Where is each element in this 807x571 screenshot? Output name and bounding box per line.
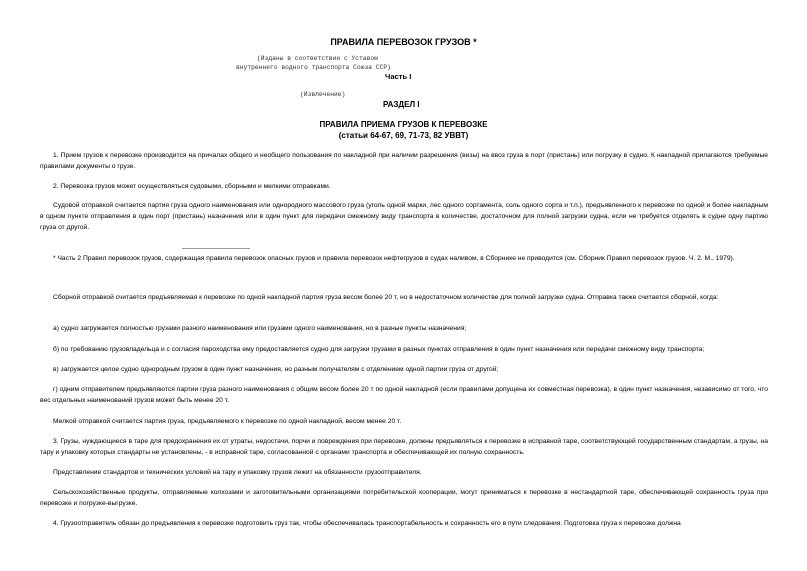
section-label: РАЗДЕЛ I <box>383 100 420 109</box>
paragraph-4: Сборной отправкой считается предъявляемая к перевозке по одной накладной партия груза весом более 20 т, но в недостаточном количестве для полной загрузки судна. Отправка также считается сборной, когда: <box>53 294 719 301</box>
paragraph-5: а) судно загружается полностью грузами разного наименования или грузами одного наименования, но в разные пункты назначения; <box>53 325 467 332</box>
paragraph-11: Представление стандартов и технических условий на тару и упаковку грузов лежит на обязанности грузоотправителя. <box>53 469 422 476</box>
paragraph-12: Сельскохозяйственные продукты, отправляемые колхозами и заготовительными организациями потребительской кооперации, могут приниматься к перевозке в нестандартной таре, обеспечивающей сохранность груза при перевозке и погрузке-выгрузке. <box>40 489 768 507</box>
paragraph-3: Судовой отправкой считается партия груза одного наименования или однородного массового груза (уголь одной марки, лес одного сортамента, соль одного сорта и т.п.), предъявленного к перевозке по одной и более накладным в одном пункте отправления в один порт (пристань) назначения или в один пункт для передачи смежному виду транспорта в количестве, достаточном для полной загрузки судна, если не требуется отделять в судне одну партию груза от другой. <box>40 202 768 231</box>
section-title: ПРАВИЛА ПРИЕМА ГРУЗОВ К ПЕРЕВОЗКЕ <box>319 120 488 129</box>
extract-note: (Извлечение) <box>300 91 346 98</box>
paragraph-10: 3. Грузы, нуждающиеся в таре для предохранения их от утраты, недостачи, порчи и повреждения при перевозке, должны предъявляться к перевозке в исправной таре, соответствующей государственным стандартам, а грузы, на тару и упаковку которых стандарты не установлены, - в исправной таре, согласованной с органами транспорта и обеспечивающей их полную сохранность. <box>40 438 768 456</box>
footnote-divider <box>182 248 250 249</box>
paragraph-7: в) загружается целое судно однородным грузом в один пункт назначения, но разным получателям с отделением одной партии груза от другой; <box>53 366 499 373</box>
articles-reference: (статьи 64-67, 69, 71-73, 82 УВВТ) <box>338 131 469 140</box>
part-label: Часть I <box>385 72 412 81</box>
approval-note-line-1: (Изданы в соответствии с Уставом <box>257 55 378 62</box>
paragraph-2: 2. Перевозка грузов может осуществляться судовыми, сборными и мелкими отправками. <box>53 183 331 190</box>
paragraph-8: г) одним отправителем предъявляются партии груза разного наименования с общим весом более 20 т по одной накладной (если правилами допущена их совместная перевозка), в один пункт назначения, независимо от того, что вес отдельных наименований грузов может быть менее 20 т. <box>40 386 768 404</box>
paragraph-13: 4. Грузоотправитель обязан до предъявления к перевозке подготовить груз так, чтобы обеспечивалась транспортабельность и сохранность его в пути следования. Подготовка груза к перевозке должна <box>53 520 681 527</box>
approval-note-line-2: внутреннего водного транспорта Союза ССР) <box>236 64 391 71</box>
document-title: ПРАВИЛА ПЕРЕВОЗОК ГРУЗОВ * <box>330 37 477 47</box>
paragraph-6: б) по требованию грузовладельца и с согласия пароходства ему предоставляется судно для загрузки грузами в разных пунктах отправления в один пункт назначения или передачи смежному виду транспорта; <box>53 346 705 353</box>
footnote: * Часть 2 Правил перевозок грузов, содержащая правила перевозок опасных грузов и правила перевозок нефтегрузов в судах наливом, в Сборнике не приводится (см. Сборник Правил перевозок грузов. Ч. 2. М., 1979). <box>53 255 735 262</box>
paragraph-9: Мелкой отправкой считается партия груза, предъявляемого к перевозке по одной накладной, весом менее 20 т. <box>53 418 402 425</box>
paragraph-1: 1. Прием грузов к перевозке производится на причалах общего и необщего пользования по накладной при наличии разрешения (визы) на ввоз груза в порт (пристань) или погрузку в судно. К накладной прилагаются требуемые правилами документы о грузе. <box>40 152 768 170</box>
